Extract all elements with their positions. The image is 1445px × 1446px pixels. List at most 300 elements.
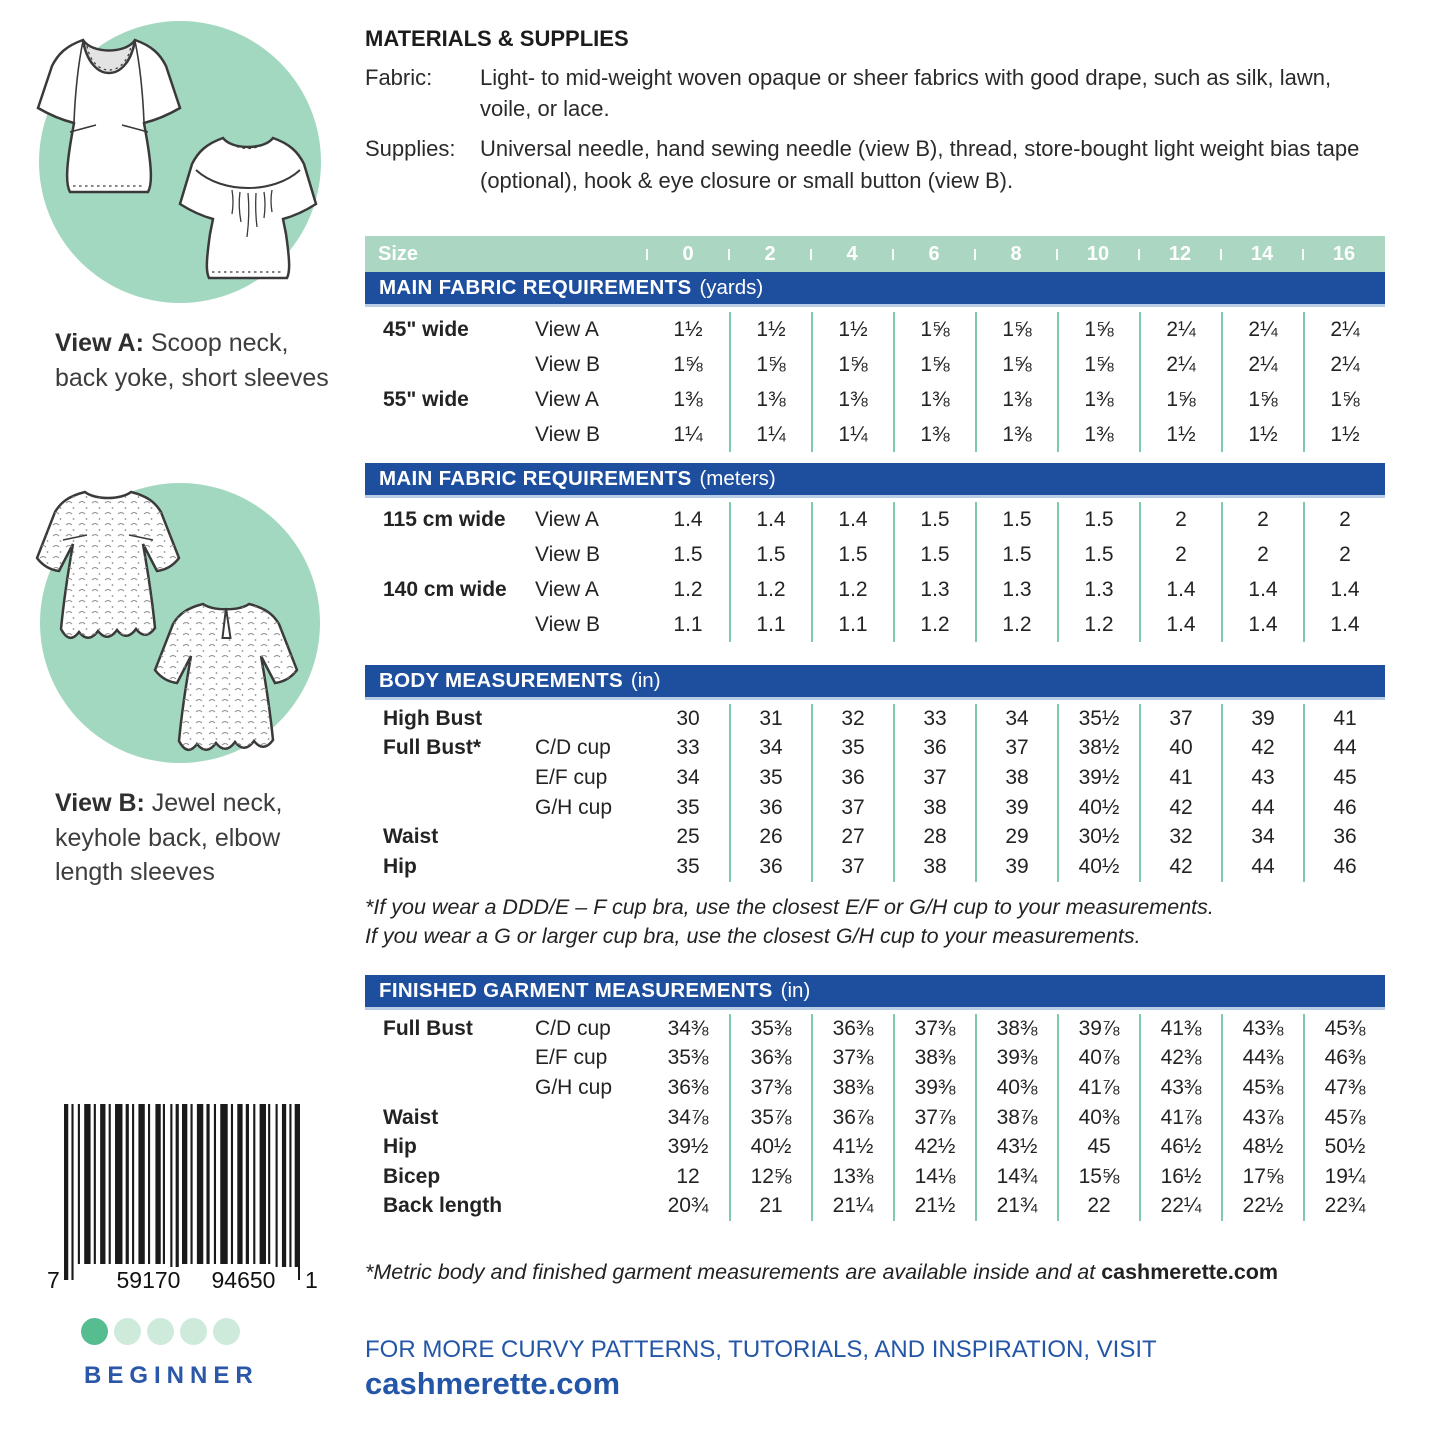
value-cell: 29 (975, 822, 1057, 852)
value-cell: 34⅜ (667, 1016, 709, 1040)
value-cell: 1⅝ (975, 347, 1057, 382)
value-cell: 42⅜ (1139, 1044, 1221, 1074)
value-cell: 1⅝ (1221, 382, 1303, 417)
table-row (365, 1132, 1385, 1162)
value-cell: 1⅜ (1057, 382, 1139, 417)
value-cell: 1.1 (673, 612, 703, 636)
value-cell: 1⅜ (975, 417, 1057, 452)
banner-yards (365, 272, 1385, 307)
row-group-label: Full Bust (383, 1016, 473, 1040)
value-cell: 33 (893, 704, 975, 734)
value-cell: 1⅝ (1057, 347, 1139, 382)
value-cell: 2 (1221, 537, 1303, 572)
row-label: View A (535, 507, 599, 531)
value-cell: 2¼ (1303, 312, 1385, 347)
value-cell: 1.5 (893, 502, 975, 537)
value-cell: 37⅜ (893, 1014, 975, 1044)
value-cell: 1⅜ (893, 417, 975, 452)
value-cell: 40⅞ (1057, 1044, 1139, 1074)
value-cell: 1.5 (975, 502, 1057, 537)
body-measurements-footnote (365, 893, 1385, 950)
value-cell: 1.2 (893, 607, 975, 642)
value-cell: 1⅝ (975, 312, 1057, 347)
banner-yards-title: MAIN FABRIC REQUIREMENTS (379, 276, 692, 299)
value-cell: 30½ (1057, 822, 1139, 852)
footnote-line-1: *If you wear a DDD/E – F cup bra, use the closest E/F or G/H cup to your measurements. (365, 895, 1214, 919)
size-column-header: 0 (647, 243, 729, 266)
value-cell: 39 (1221, 704, 1303, 734)
row-label: View B (535, 612, 600, 636)
table-row (365, 734, 1385, 764)
value-cell: 45⅜ (1303, 1014, 1385, 1044)
footnote-line-2: If you wear a G or larger cup bra, use the closest G/H cup to your measurements. (365, 923, 1141, 948)
value-cell: 1¼ (811, 417, 893, 452)
value-cell: 40½ (729, 1132, 811, 1162)
size-column-header: 12 (1139, 243, 1221, 266)
row-group-label: Bicep (383, 1164, 441, 1188)
row-group-label: 115 cm wide (383, 507, 506, 531)
value-cell: 1½ (1139, 417, 1221, 452)
value-cell: 1⅝ (893, 347, 975, 382)
banner-meters (365, 463, 1385, 498)
supplies-label: Supplies: (365, 136, 456, 162)
value-cell: 33 (676, 736, 700, 760)
value-cell: 1.4 (1139, 572, 1221, 607)
size-header-label: Size (378, 242, 419, 265)
value-cell: 35⅜ (729, 1014, 811, 1044)
value-cell: 1⅝ (1057, 312, 1139, 347)
supplies-text: Universal needle, hand sewing needle (view B), thread, store-bought light weight bias tape (optional), hook & eye closure or small button (view B). (480, 136, 1360, 193)
value-cell: 1.1 (729, 607, 811, 642)
barcode-digit-group-1: 59170 (94, 1267, 203, 1294)
row-group-label: Back length (383, 1194, 503, 1218)
banner-meters-suffix: (meters) (699, 467, 776, 490)
value-cell: 42 (1221, 734, 1303, 764)
value-cell: 36 (729, 793, 811, 823)
value-cell: 2¼ (1221, 312, 1303, 347)
value-cell: 1.4 (1221, 607, 1303, 642)
value-cell: 1⅝ (1303, 382, 1385, 417)
value-cell: 19¼ (1303, 1162, 1385, 1192)
size-header-bar (365, 236, 1385, 272)
value-cell: 15⅝ (1057, 1162, 1139, 1192)
value-cell: 44 (1221, 852, 1303, 882)
skill-dot (114, 1318, 141, 1345)
value-cell: 37⅞ (893, 1103, 975, 1133)
table-row (365, 607, 1385, 642)
skill-dot (147, 1318, 174, 1345)
value-cell: 38 (893, 793, 975, 823)
banner-finished (365, 975, 1385, 1010)
value-cell: 1⅜ (673, 387, 703, 411)
fabric-requirements-yards-table (365, 312, 1385, 452)
value-cell: 38⅜ (811, 1073, 893, 1103)
row-label: View B (535, 352, 600, 376)
size-column-header: 6 (893, 243, 975, 266)
value-cell: 34⅞ (667, 1105, 709, 1129)
row-label: E/F cup (535, 765, 608, 789)
materials-heading: MATERIALS & SUPPLIES (365, 26, 629, 51)
view-b-caption (55, 786, 345, 890)
value-cell: 2 (1221, 502, 1303, 537)
value-cell: 2¼ (1139, 312, 1221, 347)
value-cell: 38⅞ (975, 1103, 1057, 1133)
skill-dot (180, 1318, 207, 1345)
value-cell: 20¾ (667, 1194, 709, 1218)
value-cell: 46 (1303, 793, 1385, 823)
value-cell: 1.3 (975, 572, 1057, 607)
banner-finished-title: FINISHED GARMENT MEASUREMENTS (379, 979, 773, 1002)
value-cell: 16½ (1139, 1162, 1221, 1192)
row-group-label: Waist (383, 825, 439, 849)
value-cell: 1½ (729, 312, 811, 347)
value-cell: 40½ (1057, 852, 1139, 882)
view-a-label: View A: (55, 329, 144, 357)
table-row (365, 793, 1385, 823)
metric-footnote (365, 1258, 1385, 1287)
row-label: View A (535, 387, 599, 411)
value-cell: 39⅜ (893, 1073, 975, 1103)
value-cell: 1⅝ (811, 347, 893, 382)
value-cell: 2¼ (1139, 347, 1221, 382)
value-cell: 42½ (893, 1132, 975, 1162)
value-cell: 21 (729, 1192, 811, 1222)
row-label: E/F cup (535, 1046, 608, 1070)
value-cell: 21¾ (975, 1192, 1057, 1222)
value-cell: 35⅜ (667, 1046, 709, 1070)
value-cell: 39½ (667, 1135, 709, 1159)
value-cell: 21¼ (811, 1192, 893, 1222)
value-cell: 41⅞ (1057, 1073, 1139, 1103)
value-cell: 1.4 (729, 502, 811, 537)
value-cell: 1.1 (811, 607, 893, 642)
banner-body-title: BODY MEASUREMENTS (379, 669, 623, 692)
value-cell: 1.3 (1057, 572, 1139, 607)
value-cell: 1½ (1303, 417, 1385, 452)
value-cell: 41⅞ (1139, 1103, 1221, 1133)
value-cell: 36 (893, 734, 975, 764)
value-cell: 50½ (1303, 1132, 1385, 1162)
value-cell: 43⅜ (1221, 1014, 1303, 1044)
value-cell: 36⅜ (811, 1014, 893, 1044)
barcode-digit-2: 1 (305, 1267, 318, 1293)
value-cell: 36 (1303, 822, 1385, 852)
row-group-label: 45" wide (383, 317, 469, 341)
value-cell: 41⅜ (1139, 1014, 1221, 1044)
value-cell: 2 (1303, 537, 1385, 572)
value-cell: 1.5 (1057, 537, 1139, 572)
skill-dot (81, 1318, 108, 1345)
value-cell: 30 (676, 706, 700, 730)
value-cell: 36⅜ (729, 1044, 811, 1074)
metric-footnote-text: *Metric body and finished garment measurements are available inside and at (365, 1260, 1102, 1284)
value-cell: 43 (1221, 763, 1303, 793)
barcode (47, 1104, 318, 1294)
row-label: G/H cup (535, 1075, 613, 1099)
value-cell: 35 (676, 795, 700, 819)
value-cell: 35 (729, 763, 811, 793)
value-cell: 1⅜ (975, 382, 1057, 417)
value-cell: 39⅜ (975, 1044, 1057, 1074)
value-cell: 37 (975, 734, 1057, 764)
value-cell: 40⅜ (975, 1073, 1057, 1103)
value-cell: 42 (1139, 852, 1221, 882)
value-cell: 41½ (811, 1132, 893, 1162)
size-column-header: 4 (811, 243, 893, 266)
row-group-label: High Bust (383, 706, 483, 730)
table-row (365, 537, 1385, 572)
value-cell: 36 (811, 763, 893, 793)
barcode-digit-1: 7 (47, 1267, 60, 1293)
skill-dot (213, 1318, 240, 1345)
row-label: View A (535, 577, 599, 601)
table-row (365, 1044, 1385, 1074)
value-cell: 34 (1221, 822, 1303, 852)
banner-body-suffix: (in) (630, 669, 661, 692)
table-row (365, 763, 1385, 793)
value-cell: 36 (729, 852, 811, 882)
row-label: C/D cup (535, 736, 611, 760)
view-a-figure (30, 20, 325, 305)
value-cell: 1.3 (893, 572, 975, 607)
value-cell: 39⅞ (1057, 1014, 1139, 1044)
value-cell: 36⅜ (667, 1075, 709, 1099)
value-cell: 22½ (1221, 1192, 1303, 1222)
value-cell: 1⅜ (893, 382, 975, 417)
value-cell: 35½ (1057, 704, 1139, 734)
value-cell: 40½ (1057, 793, 1139, 823)
table-row (365, 312, 1385, 347)
value-cell: 1.5 (673, 542, 703, 566)
value-cell: 1.5 (811, 537, 893, 572)
value-cell: 1¼ (673, 422, 703, 446)
value-cell: 48½ (1221, 1132, 1303, 1162)
size-column-header: 2 (729, 243, 811, 266)
table-row (365, 1073, 1385, 1103)
value-cell: 40⅜ (1057, 1103, 1139, 1133)
table-row (365, 502, 1385, 537)
value-cell: 43⅞ (1221, 1103, 1303, 1133)
table-row (365, 572, 1385, 607)
value-cell: 37 (893, 763, 975, 793)
value-cell: 37 (811, 852, 893, 882)
value-cell: 1.2 (811, 572, 893, 607)
value-cell: 39½ (1057, 763, 1139, 793)
value-cell: 32 (811, 704, 893, 734)
value-cell: 12⅝ (729, 1162, 811, 1192)
view-a-caption (55, 326, 335, 395)
value-cell: 43½ (975, 1132, 1057, 1162)
value-cell: 38½ (1057, 734, 1139, 764)
view-a-illustration (30, 20, 325, 305)
value-cell: 1.5 (893, 537, 975, 572)
view-b-label: View B: (55, 789, 145, 817)
value-cell: 27 (811, 822, 893, 852)
supplies-row (365, 133, 1385, 195)
value-cell: 35 (811, 734, 893, 764)
banner-finished-suffix: (in) (780, 979, 811, 1002)
table-row (365, 1192, 1385, 1222)
value-cell: 32 (1139, 822, 1221, 852)
value-cell: 1.2 (1057, 607, 1139, 642)
value-cell: 39 (975, 852, 1057, 882)
value-cell: 1¼ (729, 417, 811, 452)
row-group-label: 55" wide (383, 387, 469, 411)
row-label: View A (535, 317, 599, 341)
value-cell: 41 (1303, 704, 1385, 734)
value-cell: 1.5 (975, 537, 1057, 572)
fabric-requirements-meters-table (365, 502, 1385, 642)
value-cell: 22¼ (1139, 1192, 1221, 1222)
view-b-figure (25, 478, 330, 768)
table-row (365, 1162, 1385, 1192)
value-cell: 31 (729, 704, 811, 734)
value-cell: 25 (676, 825, 700, 849)
value-cell: 14⅛ (893, 1162, 975, 1192)
value-cell: 34 (729, 734, 811, 764)
value-cell: 43⅜ (1139, 1073, 1221, 1103)
view-a-text: Scoop neck, back yoke, short sleeves (55, 329, 329, 392)
value-cell: 1⅝ (673, 352, 703, 376)
row-group-label: Hip (383, 854, 417, 878)
fabric-label: Fabric: (365, 65, 433, 90)
value-cell: 14¾ (975, 1162, 1057, 1192)
value-cell: 1.4 (811, 502, 893, 537)
value-cell: 17⅝ (1221, 1162, 1303, 1192)
value-cell: 1½ (811, 312, 893, 347)
row-label: C/D cup (535, 1016, 611, 1040)
value-cell: 34 (975, 704, 1057, 734)
value-cell: 39 (975, 793, 1057, 823)
table-row (365, 417, 1385, 452)
value-cell: 1.4 (1303, 572, 1385, 607)
table-row (365, 347, 1385, 382)
value-cell: 1⅜ (729, 382, 811, 417)
value-cell: 38⅜ (893, 1044, 975, 1074)
value-cell: 1½ (1221, 417, 1303, 452)
value-cell: 38 (893, 852, 975, 882)
value-cell: 40 (1139, 734, 1221, 764)
table-row (365, 1014, 1385, 1044)
row-group-label: Full Bust* (383, 736, 481, 760)
skill-level-label: BEGINNER (84, 1362, 259, 1389)
table-row (365, 852, 1385, 882)
value-cell: 34 (676, 765, 700, 789)
value-cell: 38⅜ (975, 1014, 1057, 1044)
row-label: View B (535, 422, 600, 446)
fabric-text: Light- to mid-weight woven opaque or sheer fabrics with good drape, such as silk, lawn, voile, or lace. (480, 65, 1332, 122)
value-cell: 35⅞ (729, 1103, 811, 1133)
row-group-label: 140 cm wide (383, 577, 507, 601)
footer-visit-line: FOR MORE CURVY PATTERNS, TUTORIALS, AND INSPIRATION, VISIT (365, 1336, 1157, 1363)
value-cell: 2¼ (1303, 347, 1385, 382)
value-cell: 2 (1139, 537, 1221, 572)
row-group-label: Hip (383, 1135, 417, 1159)
value-cell: 26 (729, 822, 811, 852)
value-cell: 28 (893, 822, 975, 852)
value-cell: 45⅞ (1303, 1103, 1385, 1133)
body-measurements-table (365, 704, 1385, 882)
banner-body (365, 665, 1385, 700)
fabric-row (365, 62, 1385, 124)
value-cell: 45 (1303, 763, 1385, 793)
value-cell: 2¼ (1221, 347, 1303, 382)
row-label: View B (535, 542, 600, 566)
value-cell: 41 (1139, 763, 1221, 793)
value-cell: 46 (1303, 852, 1385, 882)
value-cell: 1.4 (1221, 572, 1303, 607)
value-cell: 44 (1303, 734, 1385, 764)
value-cell: 1⅝ (893, 312, 975, 347)
value-cell: 1.4 (673, 507, 703, 531)
value-cell: 1⅝ (729, 347, 811, 382)
banner-meters-title: MAIN FABRIC REQUIREMENTS (379, 467, 692, 490)
row-label: G/H cup (535, 795, 613, 819)
row-group-label: Waist (383, 1105, 439, 1129)
value-cell: 44 (1221, 793, 1303, 823)
size-column-header: 16 (1303, 243, 1385, 266)
table-row (365, 1103, 1385, 1133)
value-cell: 1⅜ (811, 382, 893, 417)
value-cell: 12 (676, 1164, 700, 1188)
table-row (365, 382, 1385, 417)
value-cell: 22 (1057, 1192, 1139, 1222)
value-cell: 37⅜ (811, 1044, 893, 1074)
value-cell: 46⅜ (1303, 1044, 1385, 1074)
value-cell: 35 (676, 854, 700, 878)
value-cell: 1.4 (1303, 607, 1385, 642)
value-cell: 44⅜ (1221, 1044, 1303, 1074)
table-row (365, 704, 1385, 734)
value-cell: 38 (975, 763, 1057, 793)
value-cell: 2 (1303, 502, 1385, 537)
value-cell: 36⅞ (811, 1103, 893, 1133)
skill-level-dots (81, 1318, 240, 1345)
value-cell: 42 (1139, 793, 1221, 823)
view-b-text: Jewel neck, keyhole back, elbow length sleeves (55, 789, 283, 886)
value-cell: 37 (1139, 704, 1221, 734)
metric-footnote-domain: cashmerette.com (1101, 1260, 1279, 1284)
value-cell: 1.4 (1139, 607, 1221, 642)
value-cell: 47⅜ (1303, 1073, 1385, 1103)
value-cell: 1.2 (673, 577, 703, 601)
banner-yards-suffix: (yards) (699, 276, 764, 299)
value-cell: 21½ (893, 1192, 975, 1222)
value-cell: 22¾ (1303, 1192, 1385, 1222)
value-cell: 45 (1057, 1132, 1139, 1162)
barcode-bars (64, 1104, 300, 1284)
value-cell: 1.5 (1057, 502, 1139, 537)
size-column-header: 14 (1221, 243, 1303, 266)
value-cell: 46½ (1139, 1132, 1221, 1162)
finished-garment-measurements-table (365, 1014, 1385, 1221)
table-row (365, 822, 1385, 852)
value-cell: 1⅝ (1139, 382, 1221, 417)
barcode-digit-group-2: 94650 (189, 1267, 298, 1294)
footer-website: cashmerette.com (365, 1366, 621, 1401)
value-cell: 13⅜ (811, 1162, 893, 1192)
value-cell: 1.2 (729, 572, 811, 607)
value-cell: 1.5 (729, 537, 811, 572)
view-b-illustration (25, 478, 330, 768)
value-cell: 2 (1139, 502, 1221, 537)
value-cell: 1.2 (975, 607, 1057, 642)
value-cell: 1⅜ (1057, 417, 1139, 452)
materials-supplies-section (365, 26, 1385, 205)
value-cell: 37⅜ (729, 1073, 811, 1103)
size-column-header: 8 (975, 243, 1057, 266)
value-cell: 1½ (673, 317, 703, 341)
